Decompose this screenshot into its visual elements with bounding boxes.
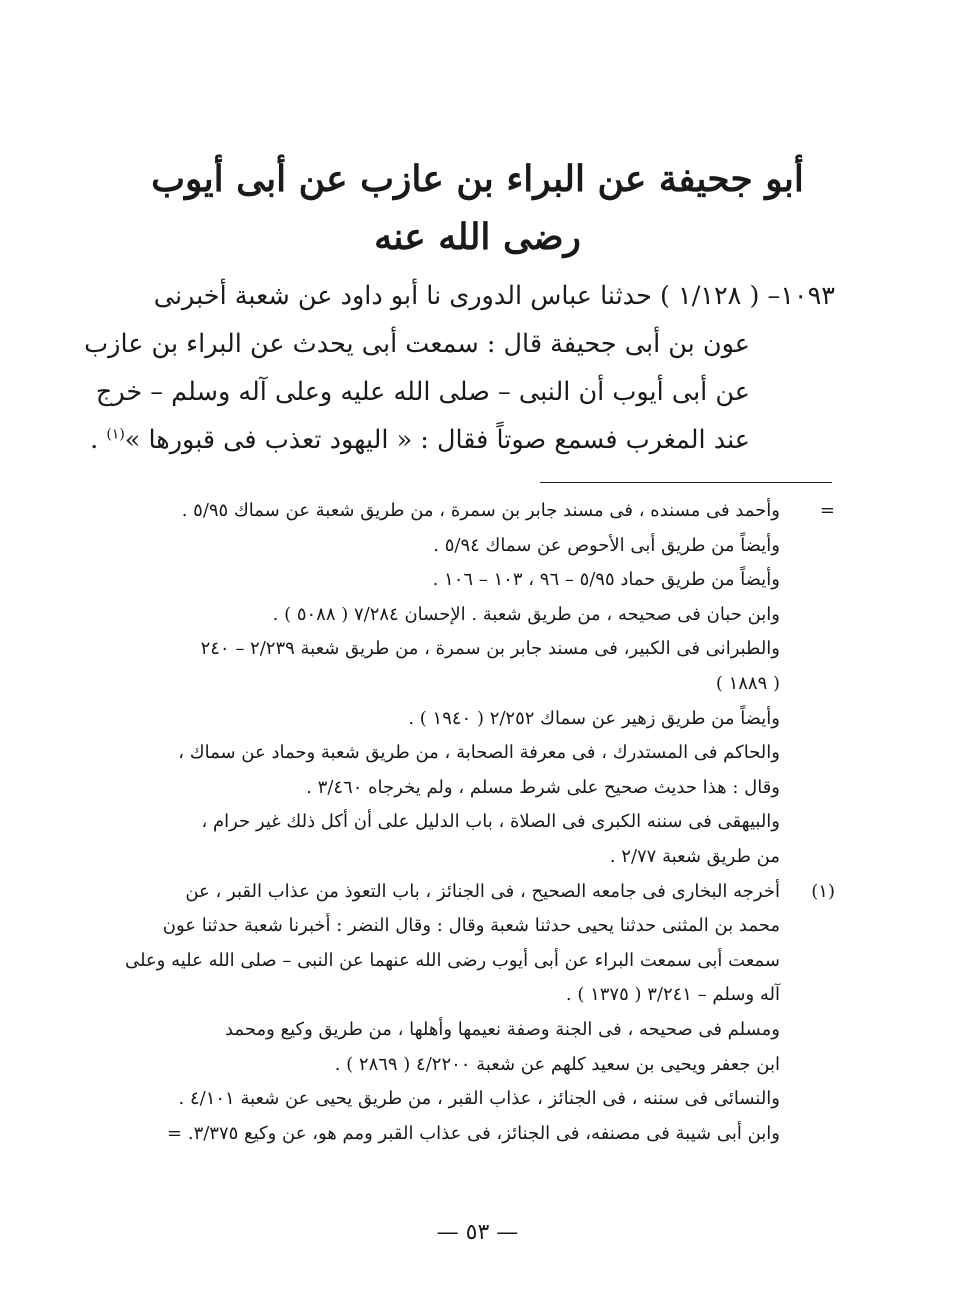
footnote-line: من طريق شعبة ٢/٧٧ . xyxy=(609,845,780,867)
hadith-line: عون بن أبى جحيفة قال : سمعت أبى يحدث عن البراء بن عازب xyxy=(84,329,750,359)
footnote-line: ( ١٨٨٩ ) xyxy=(715,672,780,694)
footnote-line: وقال : هذا حديث صحيح على شرط مسلم ، ولم يخرجاه ٣/٤٦٠ . xyxy=(306,776,780,798)
footnote-line: (١) أخرجه البخارى فى جامعه الصحيح ، فى الجنائز ، باب التعوذ من عذاب القبر ، عن xyxy=(135,875,835,910)
footnote-line: آله وسلم – ٣/٢٤١ ( ١٣٧٥ ) . xyxy=(565,984,780,1006)
hadith-line: ١٠٩٣–( ١/١٢٨ ) حدثنا عباس الدورى نا أبو داود عن شعبة أخبرنى xyxy=(135,272,835,320)
footnote-line: والحاكم فى المستدرك ، فى معرفة الصحابة ، من طريق شعبة وحماد عن سماك ، xyxy=(178,742,780,764)
hadith-line: عن أبى أيوب أن النبى – صلى الله عليه وعلى آله وسلم – خرج xyxy=(95,377,750,407)
footnote-line: وأيضاً من طريق أبى الأحوص عن سماك ٥/٩٤ . xyxy=(433,534,780,556)
footnotes xyxy=(124,494,835,1151)
footnote-1-mark: (١) xyxy=(811,880,835,902)
footnote-line: وأيضاً من طريق حماد ٥/٩٥ – ٩٦ ، ١٠٣ – ١٠٦ . xyxy=(432,569,780,591)
page-number: — ٥٣ — xyxy=(436,1220,519,1245)
chapter-title xyxy=(120,150,835,266)
footnote-line: ومسلم فى صحيحه ، فى الجنة وصفة نعيمها وأهلها ، من طريق وكيع ومحمد xyxy=(224,1018,780,1040)
continuation-mark: = xyxy=(819,500,835,521)
footnote-divider xyxy=(540,482,832,483)
footnote-line: والنسائى فى سننه ، فى الجنائز ، عذاب القبر ، من طريق يحيى عن شعبة ٤/١٠١ . xyxy=(178,1088,780,1110)
hadith-text xyxy=(84,272,835,464)
footnote-line: وابن أبى شيبة فى مصنفه، فى الجنائز، فى عذاب القبر ومم هو، عن وكيع ٣/٣٧٥. = xyxy=(167,1122,780,1144)
footnote-line: والطبرانى فى الكبير، فى مسند جابر بن سمرة ، من طريق شعبة ٢/٢٣٩ – ٢٤٠ xyxy=(200,638,780,660)
footnote-line: = وأحمد فى مسنده ، فى مسند جابر بن سمرة ، من طريق شعبة عن سماك ٥/٩٥ . xyxy=(135,494,835,529)
footnote-line: سمعت أبى سمعت البراء عن أبى أيوب رضى الله عنهما عن النبى – صلى الله عليه وعلى xyxy=(124,949,780,971)
chapter-title-line-2: رضى الله عنه xyxy=(374,216,581,258)
footnote-line: وابن حبان فى صحيحه ، من طريق شعبة . الإحسان ٧/٢٨٤ ( ٥٠٨٨ ) . xyxy=(272,603,780,625)
footnote-reference[interactable]: (١) xyxy=(106,426,125,443)
footnote-line: محمد بن المثنى حدثنا يحيى حدثنا شعبة وقال : وقال النضر : أخبرنا شعبة حدثنا عون xyxy=(162,915,780,937)
footnote-line: وأيضاً من طريق زهير عن سماك ٢/٢٥٢ ( ١٩٤٠ ) . xyxy=(408,707,780,729)
footnote-line: ابن جعفر ويحيى بن سعيد كلهم عن شعبة ٤/٢٢٠٠ ( ٢٨٦٩ ) . xyxy=(334,1053,780,1075)
hadith-line: عند المغرب فسمع صوتاً فقال : « اليهود تعذب فى قبورها »$^{(١)}$ . xyxy=(90,425,750,455)
footnote-line: والبيهقى فى سننه الكبرى فى الصلاة ، باب الدليل على أن أكل ذلك غير حرام ، xyxy=(201,811,780,833)
chapter-title-line-1: أبو جحيفة عن البراء بن عازب عن أبى أيوب xyxy=(151,158,804,200)
hadith-number: ١٠٩٣– xyxy=(767,281,835,311)
